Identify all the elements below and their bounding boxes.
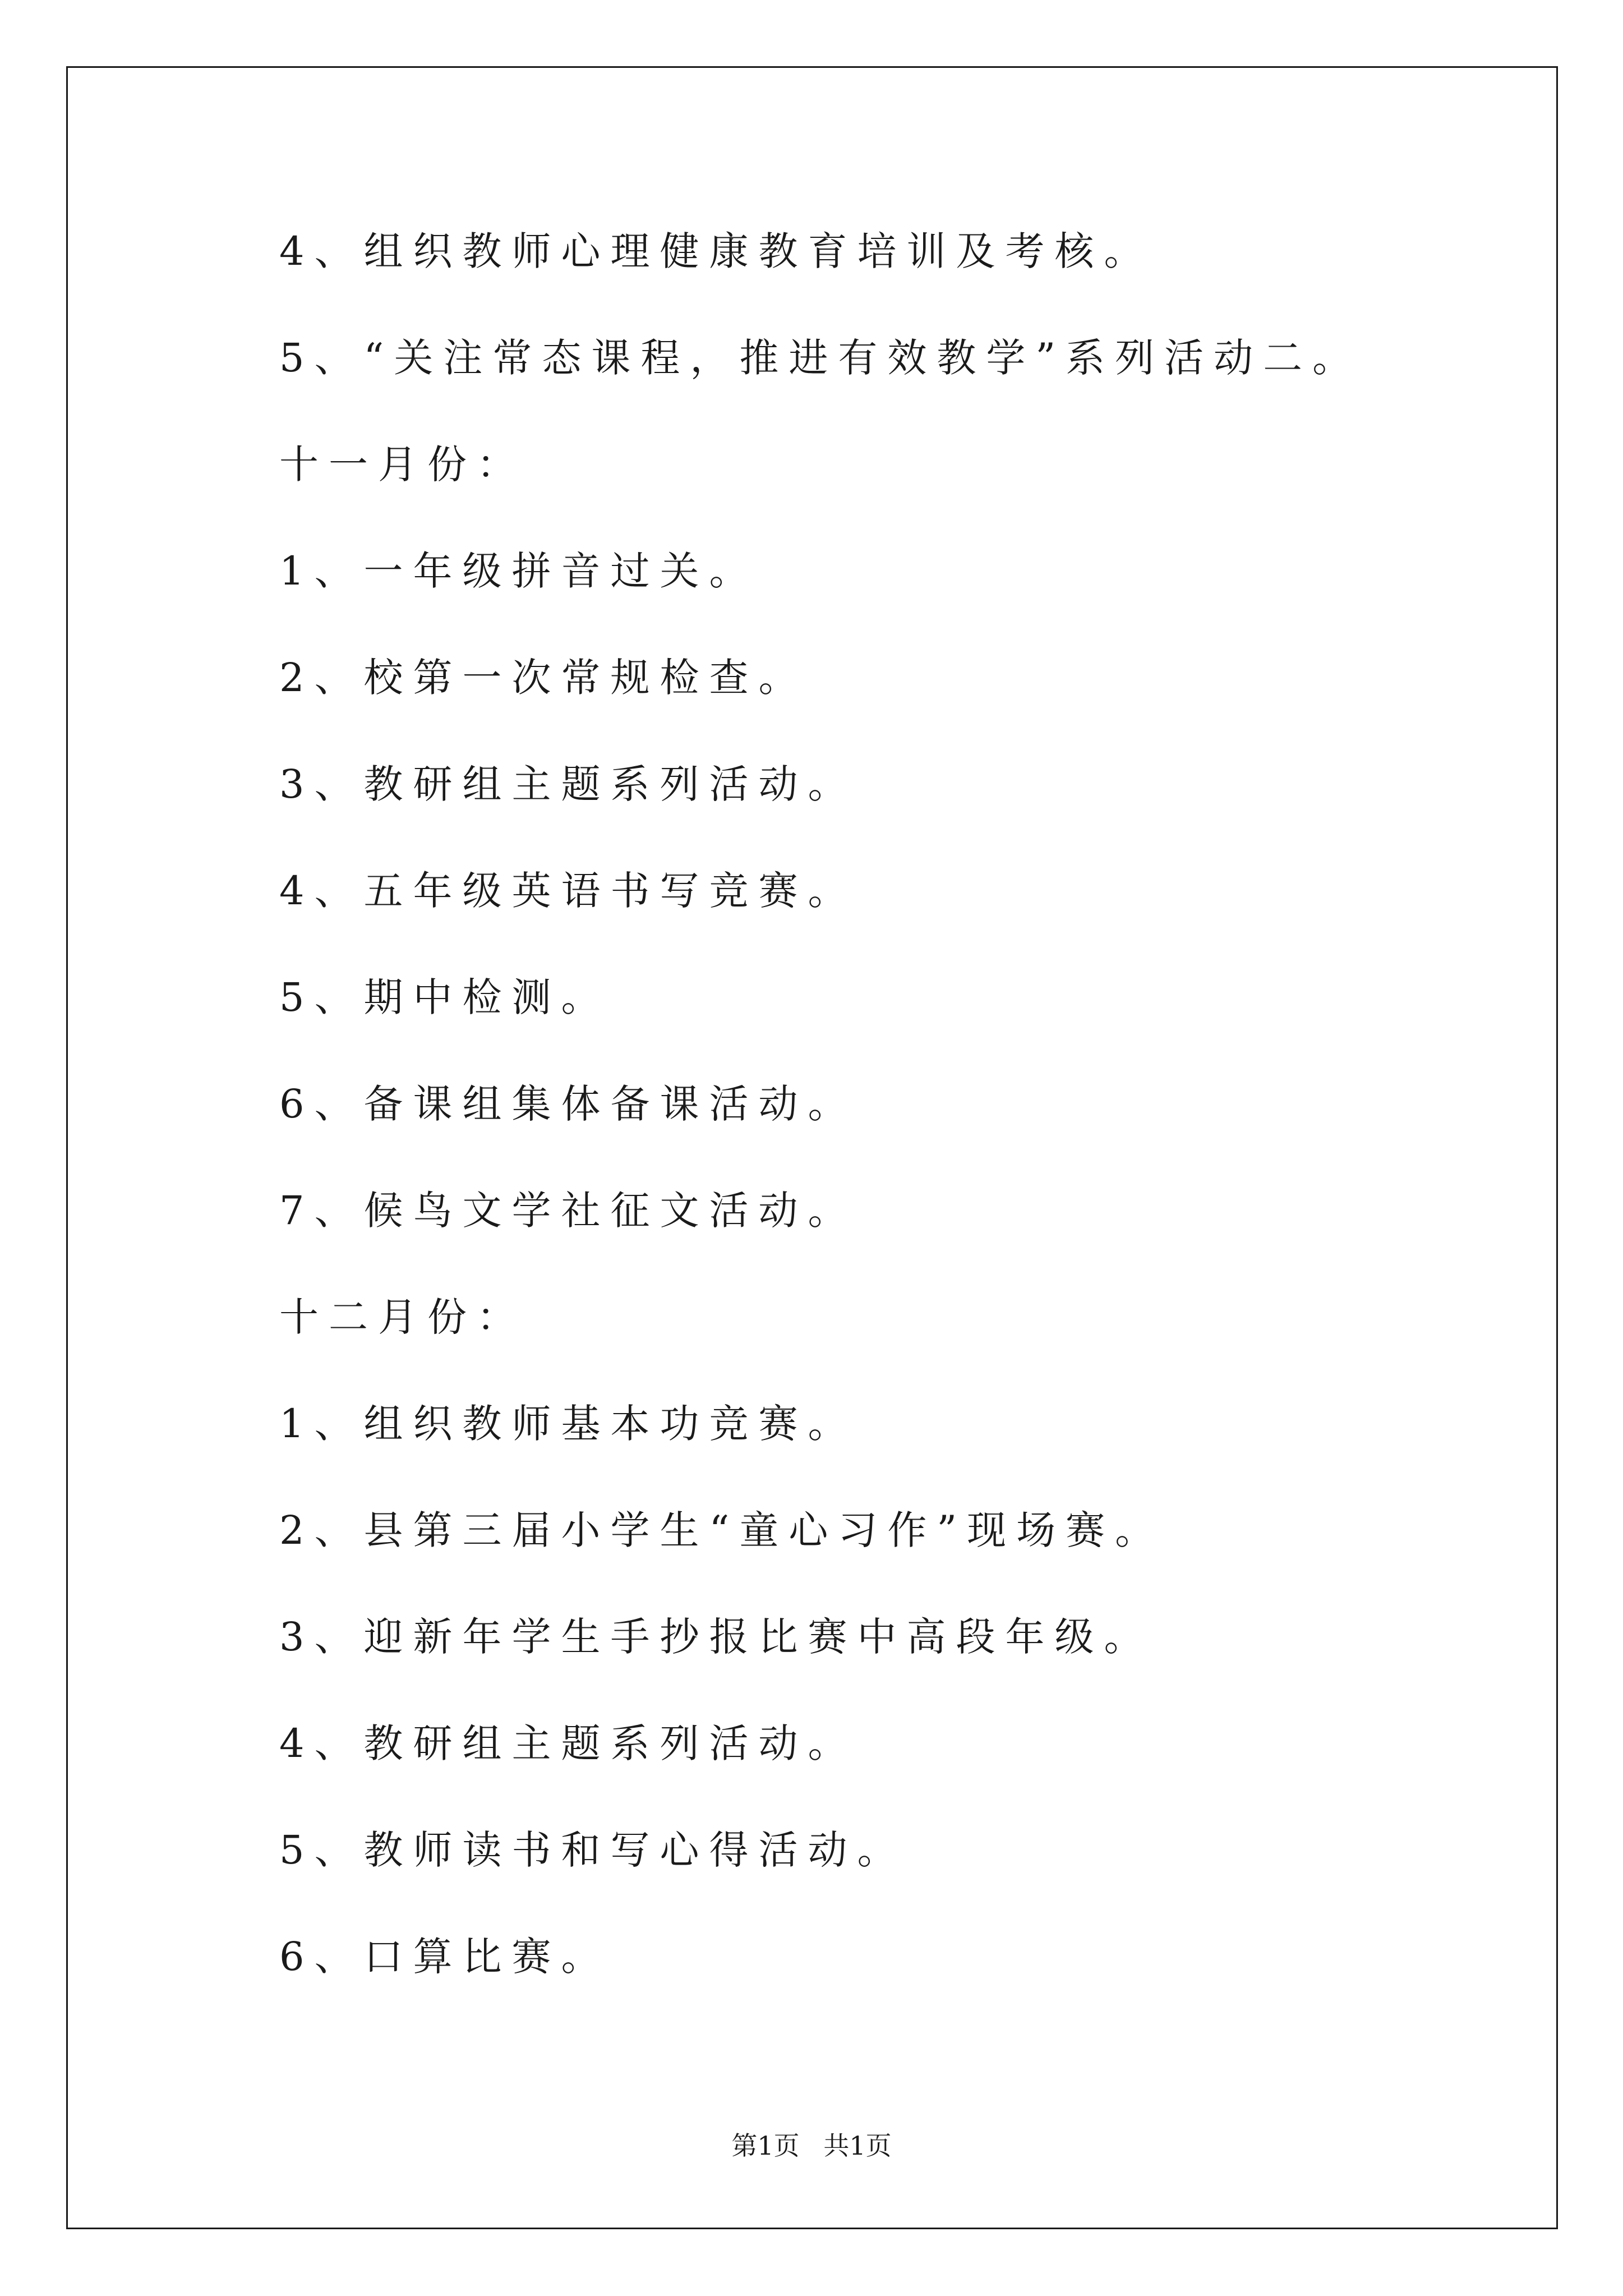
list-item: 3、教研组主题系列活动。 [279, 761, 857, 807]
list-item: 1、一年级拼音过关。 [279, 548, 759, 594]
list-item: 2、县第三届小学生“童心习作”现场赛。 [279, 1507, 1165, 1553]
list-item: 4、教研组主题系列活动。 [279, 1720, 857, 1766]
section-heading: 十一月份： [279, 441, 526, 487]
list-item: 2、校第一次常规检查。 [279, 655, 808, 701]
list-item: 6、口算比赛。 [279, 1934, 611, 1980]
list-item: 5、期中检测。 [279, 974, 611, 1020]
list-item: 4、组织教师心理健康教育培训及考核。 [279, 228, 1154, 274]
page-footer [0, 2129, 1623, 2162]
list-item: 6、备课组集体备课活动。 [279, 1081, 857, 1127]
list-item: 7、候鸟文学社征文活动。 [279, 1188, 857, 1234]
list-item: 5、“关注常态课程，推进有效教学”系列活动二。 [279, 335, 1362, 381]
list-item: 4、五年级英语书写竞赛。 [279, 868, 857, 914]
page-number: 第1页 [731, 2131, 800, 2161]
document-body [279, 220, 1513, 2032]
section-heading: 十二月份： [279, 1294, 526, 1340]
list-item: 1、组织教师基本功竞赛。 [279, 1401, 857, 1447]
page-total: 共1页 [823, 2131, 892, 2161]
list-item: 5、教师读书和写心得活动。 [279, 1827, 907, 1873]
list-item: 3、迎新年学生手抄报比赛中高段年级。 [279, 1614, 1154, 1660]
